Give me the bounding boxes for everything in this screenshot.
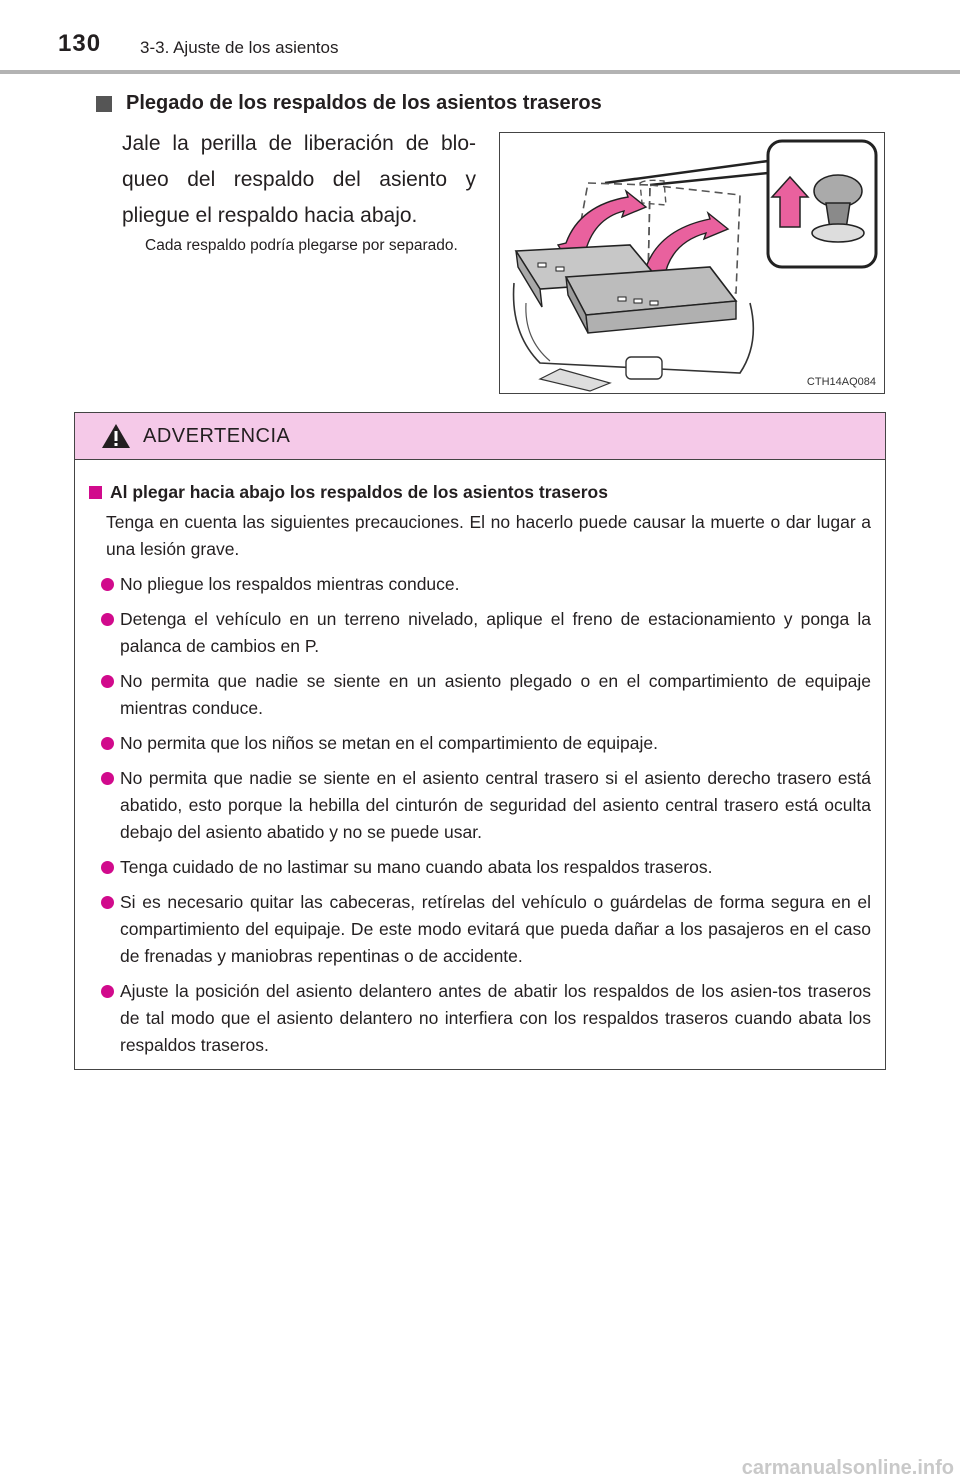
bullet-dot-icon — [101, 613, 114, 626]
chapter-title: 3-3. Ajuste de los asientos — [140, 38, 339, 57]
warning-list — [89, 571, 871, 1059]
warning-list-item: Ajuste la posición del asiento delantero antes de abatir los respaldos de los asien-tos traseros de tal modo que el asiento delantero no interfiera con los respaldos traseros cuando abata los respaldos traseros. — [89, 978, 871, 1059]
warning-list-item: Tenga cuidado de no lastimar su mano cuando abata los respaldos traseros. — [89, 854, 871, 881]
warning-intro: Tenga en cuenta las siguientes precauciones. El no hacerlo puede causar la muerte o dar lugar a una lesión grave. — [106, 512, 871, 559]
header-rule — [0, 70, 960, 74]
section-heading — [96, 92, 602, 115]
bullet-dot-icon — [101, 578, 114, 591]
square-bullet-icon — [96, 96, 112, 112]
section-heading-text: Plegado de los respaldos de los asientos traseros — [126, 92, 602, 114]
warning-list-item: No permita que nadie se siente en el asiento central trasero si el asiento derecho trasero está abatido, esto porque la hebilla del cinturón de seguridad del asiento central trasero está oculta debajo del asiento abatido y no se puede usar. — [89, 765, 871, 846]
warning-title: ADVERTENCIA — [143, 424, 291, 447]
note-text: Cada respaldo podría plegarse por separado. — [145, 237, 458, 254]
instruction-text: Jale la perilla de liberación de blo-queo del respaldo del asiento y pliegue el respaldo hacia abajo. — [122, 132, 476, 227]
bullet-dot-icon — [101, 772, 114, 785]
square-bullet-icon — [89, 486, 102, 499]
warning-list-item: No permita que los niños se metan en el compartimiento de equipaje. — [89, 730, 871, 757]
bullet-dot-icon — [101, 861, 114, 874]
warning-list-item: Si es necesario quitar las cabeceras, retírelas del vehículo o guárdelas de forma segura en el compartimiento del equipaje. De este modo evitará que pueda dañar a los pasajeros en el caso de frenadas y maniobras repentinas o de accidente. — [89, 889, 871, 970]
warning-box — [74, 412, 886, 1070]
warning-list-item: No permita que nadie se siente en un asiento plegado o en el compartimiento de equipaje mientras conduce. — [89, 668, 871, 722]
page-number: 130 — [58, 30, 102, 57]
bullet-dot-icon — [101, 675, 114, 688]
warning-subheading-text: Al plegar hacia abajo los respaldos de los asientos traseros — [110, 482, 608, 502]
seat-illustration-svg — [500, 133, 885, 394]
bullet-dot-icon — [101, 737, 114, 750]
warning-list-item: Detenga el vehículo en un terreno nivelado, aplique el freno de estacionamiento y ponga la palanca de cambios en P. — [89, 606, 871, 660]
bullet-dot-icon — [101, 896, 114, 909]
bullet-dot-icon — [101, 985, 114, 998]
figure-code: CTH14AQ084 — [806, 376, 876, 388]
warning-subheading — [89, 482, 871, 503]
warning-list-item: No pliegue los respaldos mientras conduce. — [89, 571, 871, 598]
watermark: carmanualsonline.info — [741, 1457, 954, 1479]
warning-header — [75, 413, 885, 460]
seat-fold-illustration — [499, 132, 885, 394]
warning-body — [75, 460, 885, 1059]
warning-triangle-icon — [101, 423, 131, 449]
